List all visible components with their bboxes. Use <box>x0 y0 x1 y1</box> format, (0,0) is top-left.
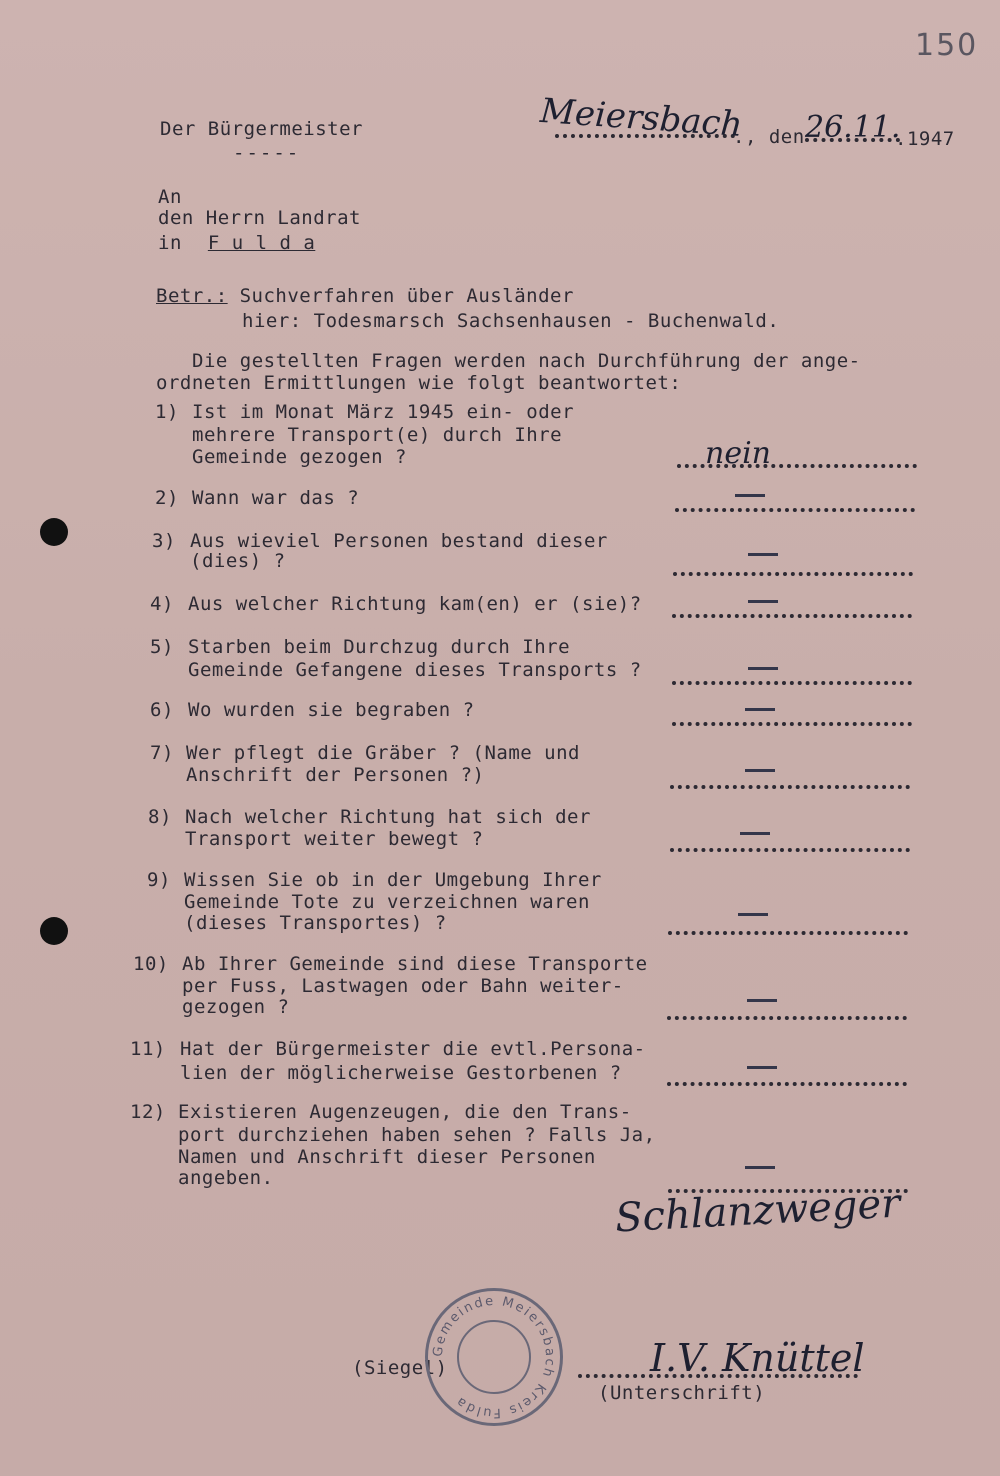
answer-dotline <box>675 502 915 512</box>
question-number: 10) <box>133 953 169 975</box>
question-line: Existieren Augenzeugen, die den Trans- <box>178 1101 632 1123</box>
question-line: lien der möglicherweise Gestorbenen ? <box>180 1062 622 1084</box>
answer-dotline <box>672 608 912 618</box>
question-number: 3) <box>152 530 176 552</box>
date-handwritten: 26.11. <box>805 110 901 145</box>
date-prefix: ., den <box>733 126 805 148</box>
question-line: Wann war das ? <box>192 487 360 509</box>
answer-dotline <box>672 675 912 685</box>
question-line: Gemeinde gezogen ? <box>192 446 407 468</box>
address-prefix: in <box>158 232 182 254</box>
question-number: 5) <box>150 636 174 658</box>
page-number: 150 <box>915 28 979 63</box>
question-line: Wissen Sie ob in der Umgebung Ihrer <box>184 869 602 891</box>
question-number: 7) <box>150 742 174 764</box>
signature-label: (Unterschrift) <box>598 1382 766 1404</box>
question-line: Transport weiter bewegt ? <box>185 828 484 850</box>
question-line: Aus welcher Richtung kam(en) er (sie)? <box>188 593 642 615</box>
question-number: 6) <box>150 699 174 721</box>
seal-text: Gemeinde Meiersbach Kreis Fulda <box>430 1293 558 1421</box>
question-line: Wer pflegt die Gräber ? (Name und <box>186 742 580 764</box>
question-number: 8) <box>148 806 172 828</box>
address-city: F u l d a <box>207 232 316 254</box>
question-line: angeben. <box>178 1167 274 1189</box>
answer-dash <box>748 600 778 603</box>
answer-dash <box>745 769 775 772</box>
answer-dash <box>735 494 765 497</box>
answer-dotline <box>670 779 910 789</box>
question-line: Ab Ihrer Gemeinde sind diese Transporte <box>182 953 648 975</box>
place-handwritten: Meiersbach <box>538 90 744 146</box>
question-line: Wo wurden sie begraben ? <box>188 699 475 721</box>
subject-text: Suchverfahren über Ausländer <box>239 285 574 307</box>
question-line: Nach welcher Richtung hat sich der <box>185 806 591 828</box>
address-line3 <box>158 232 315 254</box>
subject-line1 <box>156 285 574 307</box>
question-line: Aus wieviel Personen bestand dieser <box>190 530 608 552</box>
answer-dash <box>748 667 778 670</box>
question-number: 12) <box>130 1101 166 1123</box>
seal-label: (Siegel) <box>352 1357 448 1379</box>
question-line: Namen und Anschrift dieser Personen <box>178 1146 596 1168</box>
question-number: 1) <box>155 401 179 423</box>
question-line: (dieses Transportes) ? <box>184 912 447 934</box>
handwritten-note: Schlanzweger <box>613 1180 902 1242</box>
question-line: gezogen ? <box>182 996 290 1018</box>
signature-handwritten: I.V. Knüttel <box>650 1336 865 1380</box>
answer-dash <box>745 708 775 711</box>
answer-dotline <box>668 925 908 935</box>
question-line: Hat der Bürgermeister die evtl.Persona- <box>180 1038 646 1060</box>
answer-dash <box>748 553 778 556</box>
answer-dash <box>738 913 768 916</box>
answer-dash <box>745 1166 775 1169</box>
question-line: Anschrift der Personen ?) <box>186 764 485 786</box>
answer-dotline <box>672 716 912 726</box>
punch-hole-bottom <box>40 917 68 945</box>
municipal-seal <box>425 1288 563 1426</box>
question-number: 11) <box>130 1038 166 1060</box>
address-line2: den Herrn Landrat <box>158 207 361 229</box>
subject-label: Betr.: <box>156 285 228 307</box>
answer-dash <box>740 832 770 835</box>
answer-dotline <box>667 1010 907 1020</box>
seal-graphic <box>428 1291 560 1423</box>
question-line: Starben beim Durchzug durch Ihre <box>188 636 571 658</box>
answer-dotline <box>673 566 913 576</box>
sender: Der Bürgermeister <box>160 118 363 140</box>
sender-underline: ----- <box>233 142 301 164</box>
question-line: per Fuss, Lastwagen oder Bahn weiter- <box>182 975 624 997</box>
address-line1: An <box>158 186 182 208</box>
punch-hole-top <box>40 518 68 546</box>
answer-handwritten: nein <box>705 436 771 471</box>
question-line: (dies) ? <box>190 550 286 572</box>
question-line: port durchziehen haben sehen ? Falls Ja, <box>178 1124 656 1146</box>
question-number: 9) <box>147 869 171 891</box>
question-number: 2) <box>155 487 179 509</box>
intro-line1: Die gestellten Fragen werden nach Durchführung der ange- <box>192 350 861 372</box>
answer-dotline <box>667 1076 907 1086</box>
question-line: Ist im Monat März 1945 ein- oder <box>192 401 575 423</box>
question-line: Gemeinde Tote zu verzeichnen waren <box>184 891 590 913</box>
question-line: Gemeinde Gefangene dieses Transports ? <box>188 659 642 681</box>
subject-line2: hier: Todesmarsch Sachsenhausen - Buchenwald. <box>242 310 780 332</box>
intro-line2: ordneten Ermittlungen wie folgt beantwortet: <box>156 372 682 394</box>
question-line: mehrere Transport(e) durch Ihre <box>192 424 563 446</box>
answer-dotline <box>670 842 910 852</box>
answer-dash <box>747 1066 777 1069</box>
year: .1947 <box>895 128 955 150</box>
question-number: 4) <box>150 593 174 615</box>
svg-text:Gemeinde Meiersbach Kreis Fuld <box>431 1294 557 1420</box>
answer-dash <box>747 999 777 1002</box>
